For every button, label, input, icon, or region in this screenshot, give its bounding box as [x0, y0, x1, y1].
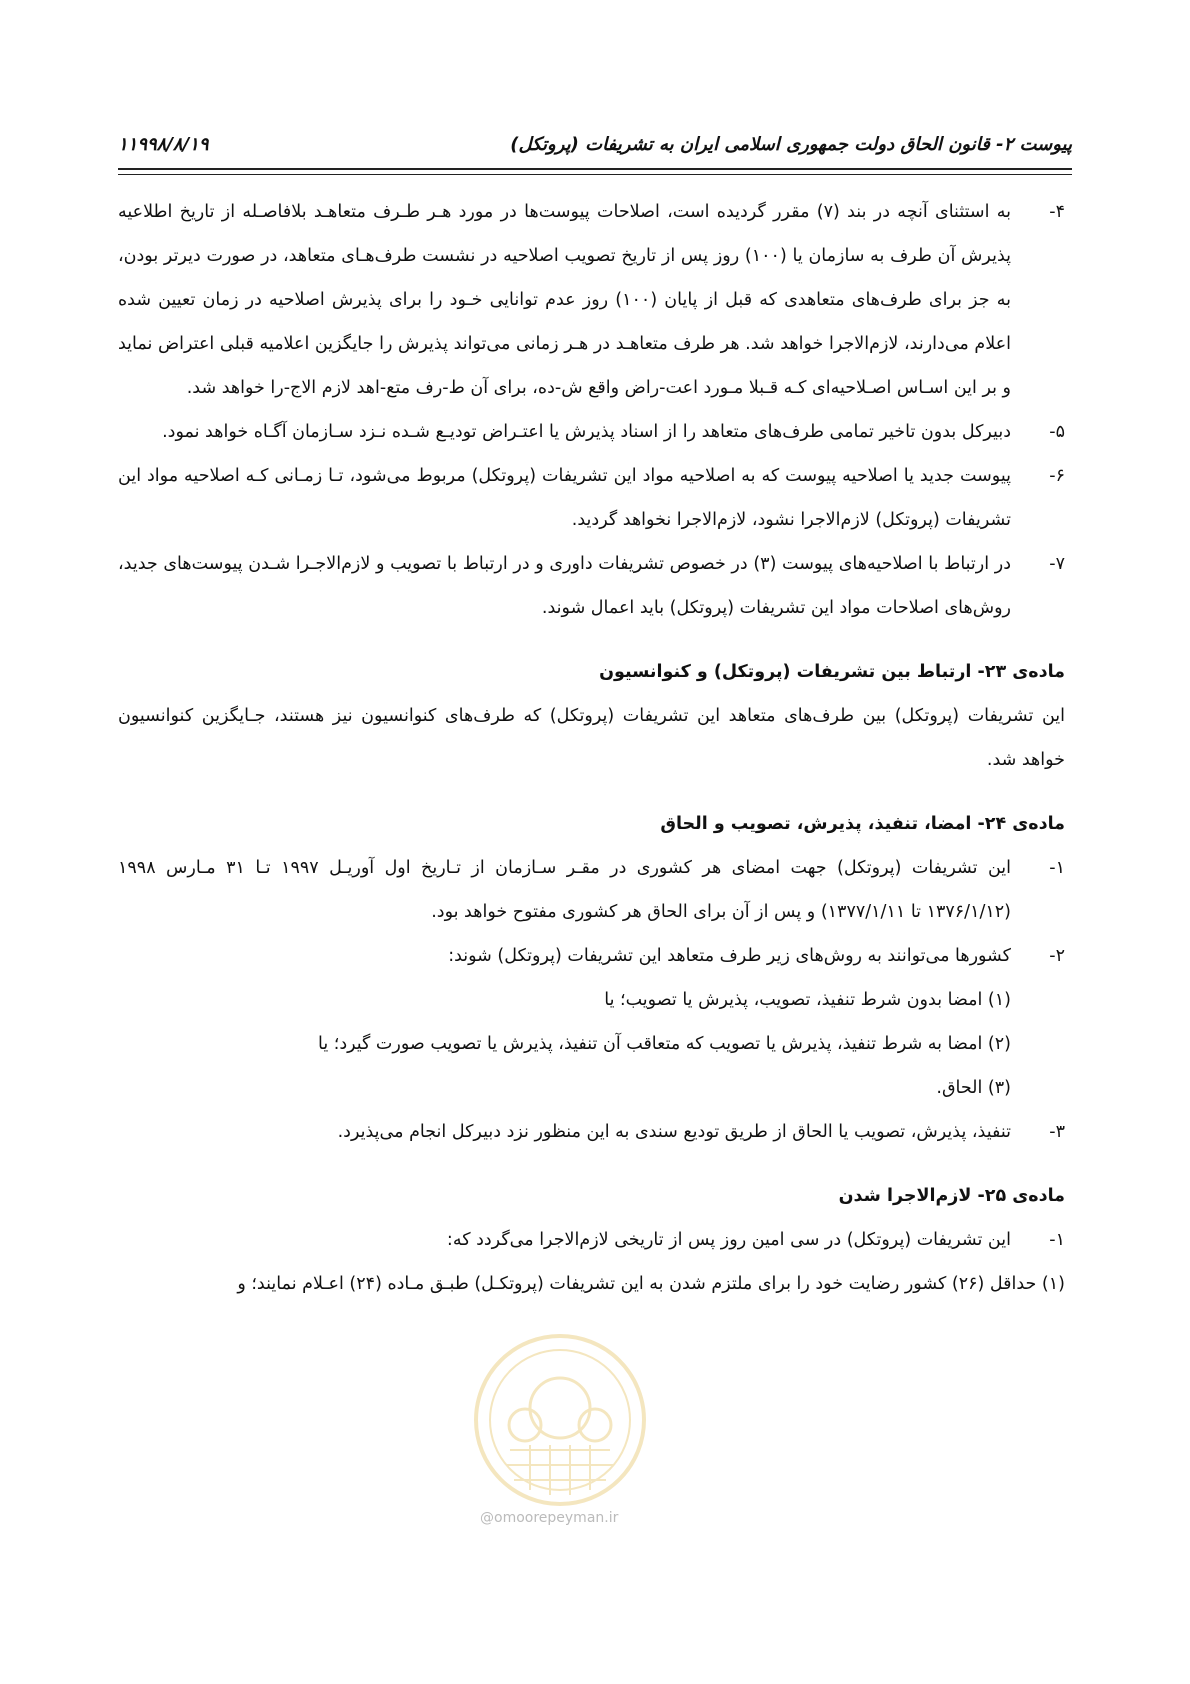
seal-watermark [470, 1330, 650, 1510]
item-number: ۴- [1049, 202, 1065, 222]
list-item [118, 934, 1065, 978]
item-number: ۵- [1049, 422, 1065, 442]
item-text: پیوست جدید یا اصلاحیه پیوست که به اصلاحیه مواد این تشریفات (پروتکل) مربوط می‌شود، تـا زمـانی کـه اصلاحیه مواد این تشریفات (پروتکل) لازم‌الاجرا نشود، لازم‌الاجرا نخواهد گردید. [118, 466, 1011, 530]
item-text: دبیرکل بدون تاخیر تمامی طرف‌های متعاهد را از اسناد پذیرش یا اعتـراض تودیـع شـده نـزد سـازمان آگـاه خواهد نمود. [162, 422, 1011, 442]
list-item [118, 542, 1065, 630]
article-23-heading: ماده‌ی ۲۳- ارتباط بین تشریفات (پروتکل) و کنوانسیون [599, 662, 1065, 682]
item-text: تنفیذ، پذیرش، تصویب یا الحاق از طریق تودیع سندی به این منظور نزد دبیرکل انجام می‌پذیرد. [337, 1122, 1011, 1142]
article-25-heading: ماده‌ی ۲۵- لازم‌الاجرا شدن [838, 1186, 1065, 1206]
item-text: این تشریفات (پروتکل) در سی امین روز پس از تاریخی لازم‌الاجرا می‌گردد که: [446, 1230, 1011, 1250]
item-text: در ارتباط با اصلاحیه‌های پیوست (۳) در خصوص تشریفات داوری و در ارتباط با تصویب و لازم‌الاجـرا شـدن پیوست‌های جدید، روش‌های اصلاحات مواد این تشریفات (پروتکل) باید اعمال شوند. [118, 554, 1012, 618]
document-body [118, 190, 1065, 1306]
page-header [118, 128, 1072, 168]
item-number: ۳- [1049, 1122, 1065, 1142]
item-text: به استثنای آنچه در بند (۷) مقرر گردیده است، اصلاحات پیوست‌ها در مورد هـر طـرف متعاهـد بلافاصـله از تاریخ اطلاعیه پذیرش آن طرف به سازمان یا (۱۰۰) روز پس از تاریخ تصویب اصلاحیه در نشست طرف‌هـای متعاهد، در صورت دیرتر بودن، به جز برای طرف‌های متعاهدی که قبل از پایان (۱۰۰) روز عدم توانایی خـود را برای پذیرش اصلاحیه در زمان تعیین شده اعلام می‌دارند، لازم‌الاجرا خواهد شد. هر طرف متعاهـد در هـر زمانی می‌تواند پذیرش را جایگزین اعلامیه قبلی اعتراض نماید و بر این اسـاس اصـلاحیه‌ای کـه قـبلا مـورد اعت-راض واقع ش-ده، برای آن ط-رف متع-اهد لازم الاج-را خواهد شد. [118, 202, 1012, 398]
sub-item: (۳) الحاق. [936, 1078, 1011, 1098]
item-number: ۱- [1049, 858, 1065, 878]
item-number: ۲- [1049, 946, 1065, 966]
item-number: ۶- [1049, 466, 1065, 486]
list-item [118, 1110, 1065, 1154]
header-date: ۱۱۹۹۸/۸/۱۹ [118, 134, 209, 155]
article-24-heading: ماده‌ی ۲۴- امضا، تنفیذ، پذیرش، تصویب و الحاق [660, 814, 1065, 834]
list-item [118, 454, 1065, 542]
watermark-url: @omoorepeyman.ir [480, 1510, 619, 1526]
sub-item: (۲) امضا به شرط تنفیذ، پذیرش یا تصویب که متعاقب آن تنفیذ، پذیرش یا تصویب صورت گیرد؛ یا [317, 1034, 1011, 1054]
list-item [118, 410, 1065, 454]
header-rule-thin [118, 174, 1072, 175]
sub-item: (۱) امضا بدون شرط تنفیذ، تصویب، پذیرش یا تصویب؛ یا [604, 990, 1011, 1010]
list-item [118, 846, 1065, 934]
sub-item: (۱) حداقل (۲۶) کشور رضایت خود را برای ملتزم شدن به این تشریفات (پروتکـل) طبـق مـاده (۲۴) اعـلام نمایند؛ و [237, 1274, 1065, 1294]
item-text: این تشریفات (پروتکل) جهت امضای هر کشوری در مقـر سـازمان از تـاریخ اول آوریـل ۱۹۹۷ تـا ۳۱ مـارس ۱۹۹۸ (۱۳۷۶/۱/۱۲ تا ۱۳۷۷/۱/۱۱) و پس از آن برای الحاق هر کشوری مفتوح خواهد بود. [118, 858, 1011, 922]
header-title: پیوست ۲- قانون الحاق دولت جمهوری اسلامی ایران به تشریفات (پروتکل) [510, 134, 1072, 155]
item-text: کشورها می‌توانند به روش‌های زیر طرف متعاهد این تشریفات (پروتکل) شوند: [448, 946, 1011, 966]
header-rule [118, 168, 1072, 170]
item-number: ۷- [1049, 554, 1065, 574]
list-item [118, 1218, 1065, 1262]
list-item [118, 190, 1065, 410]
article-23-text: این تشریفات (پروتکل) بین طرف‌های متعاهد این تشریفات (پروتکل) که طرف‌های کنوانسیون نیز هستند، جـایگزین کنوانسیون خواهد شد. [118, 706, 1065, 770]
item-number: ۱- [1049, 1230, 1065, 1250]
